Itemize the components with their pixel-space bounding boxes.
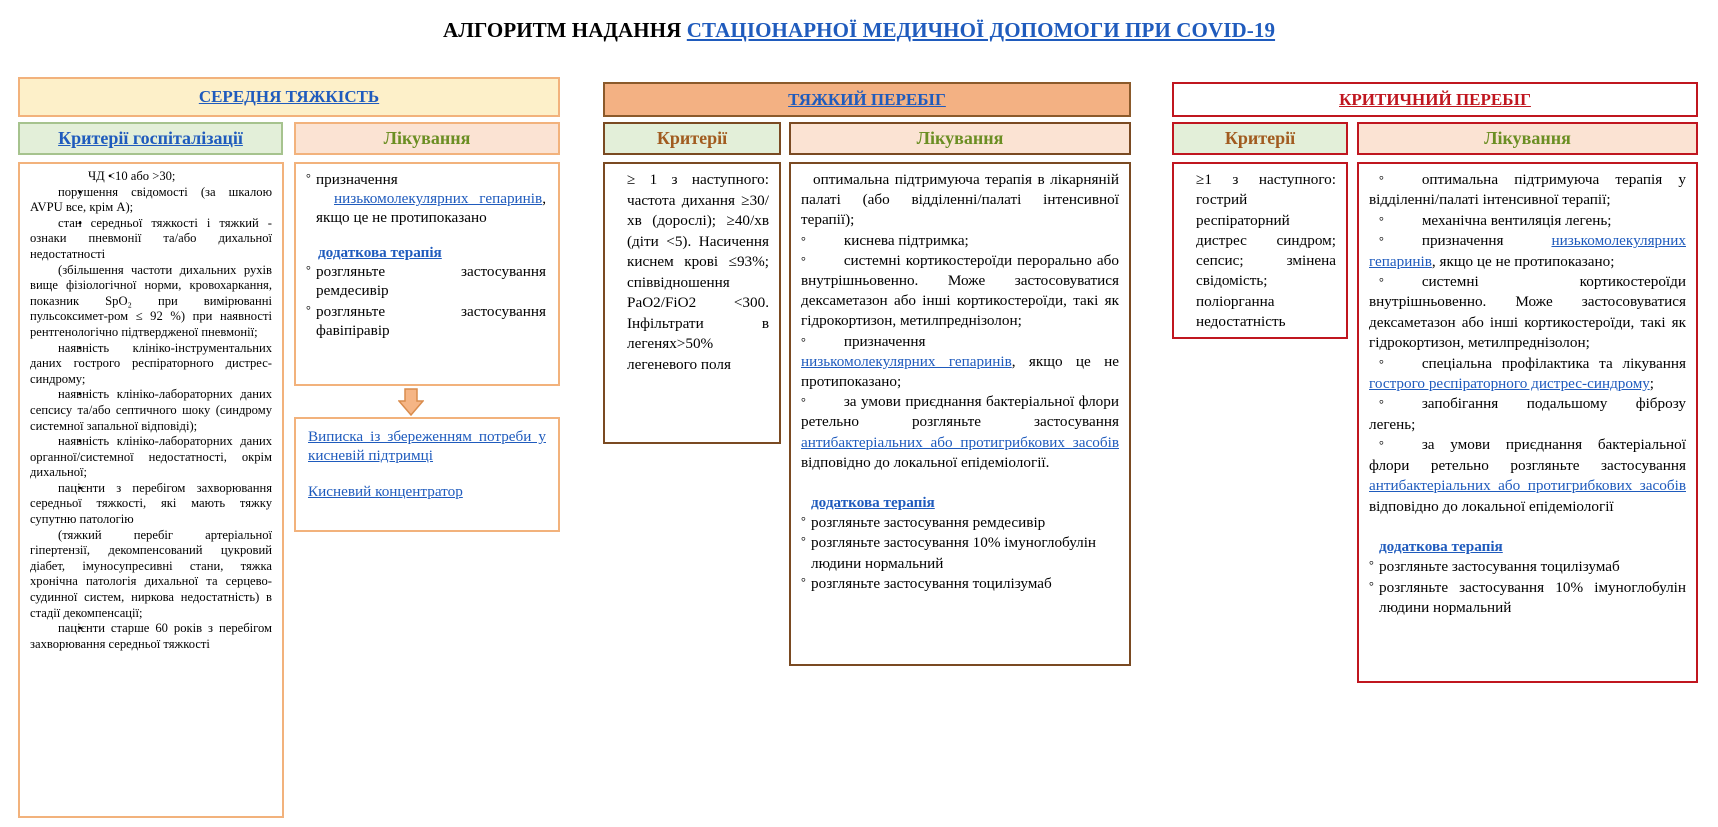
list-item: • наявність клініко-інструментальних даних гострого респіраторного дистрес-синдрому; bbox=[30, 341, 272, 388]
moderate-header-box bbox=[18, 77, 560, 117]
critical-criteria-text: ≥1 з наступного: гострий респіраторний дистрес синдром; сепсис; змінена свідомість; поліорганна недостатність bbox=[1196, 171, 1336, 331]
list-item: • ЧД <10 або >30; bbox=[30, 169, 272, 185]
moderate-treatment-item-2 bbox=[306, 262, 546, 300]
degree-bullet-icon: ° bbox=[1379, 213, 1384, 228]
list-item: • стан середньої тяжкості і тяжкий - ознаки пневмонії та/або дихальної недостатності bbox=[30, 216, 272, 263]
heparin-link[interactable]: низькомолекулярних гепаринів bbox=[1369, 232, 1686, 270]
text: розгляньте застосування ремдесивір bbox=[316, 263, 546, 299]
degree-bullet-icon: ° bbox=[801, 514, 806, 529]
critical-treatment-box bbox=[1357, 162, 1698, 683]
list-item: (збільшення частоти дихальних рухів вище фізіологічної норми, кровохаркання, показник SpO₂ при вимірюванні пульсоксимет-ром ≤ 92 %) при наявності рентгенологічно підтвердженої пневмонії; bbox=[30, 262, 272, 339]
heparin-link[interactable]: низькомолекулярних гепаринів bbox=[801, 352, 1012, 370]
text: , якщо це не протипоказано bbox=[316, 190, 546, 226]
arrow-down-icon bbox=[398, 388, 424, 416]
severe-add-3: ° розгляньте застосування тоцилізумаб bbox=[801, 574, 1119, 594]
severe-oxygen: ° киснева підтримка; bbox=[801, 231, 969, 249]
critical-heparin: ° призначення низькомолекулярних гепаринів, якщо це не протипоказано; bbox=[1369, 232, 1686, 270]
degree-bullet-icon: ° bbox=[801, 574, 806, 589]
degree-bullet-icon: ° bbox=[1369, 558, 1374, 573]
moderate-treatment-box bbox=[294, 162, 560, 386]
text: розгляньте застосування фавіпіравір bbox=[316, 303, 546, 339]
critical-header-box bbox=[1172, 82, 1698, 117]
ards-link[interactable]: гострого респіраторного дистрес-синдрому bbox=[1369, 375, 1650, 393]
moderate-treatment-item-3 bbox=[306, 302, 546, 340]
list-item: • пацієнти старше 60 років з перебігом захворювання середньої тяжкості bbox=[30, 621, 272, 652]
severe-header-link[interactable]: ТЯЖКИЙ ПЕРЕБІГ bbox=[788, 89, 946, 109]
severe-add-2: ° розгляньте застосування 10% імуноглобулін людини нормальний bbox=[801, 533, 1119, 573]
list-item: • пацієнти з перебігом захворювання середньої тяжкості, які мають тяжку супутню патологію bbox=[30, 481, 272, 528]
critical-intro: ° оптимальна підтримуюча терапія у відділенні/палаті інтенсивної терапії; bbox=[1369, 171, 1686, 209]
severe-criteria-label: Критерії bbox=[656, 128, 728, 148]
critical-criteria-label: Критерії bbox=[1224, 128, 1296, 148]
critical-additional-therapy bbox=[1369, 537, 1686, 557]
degree-bullet-icon: ° bbox=[1379, 275, 1384, 290]
degree-bullet-icon: ° bbox=[801, 253, 806, 268]
severe-steroids: ° системні кортикостероїди перорально або внутрішньовенно. Може застосовуватися дексаметазон або інші кортикостероїди, такі як гідрокортизон, метилпреднізолон; bbox=[801, 251, 1119, 330]
moderate-additional-therapy bbox=[306, 243, 546, 262]
page-title bbox=[0, 18, 1718, 43]
title-link[interactable]: СТАЦІОНАРНОЇ МЕДИЧНОЇ ДОПОМОГИ ПРИ COVID-19 bbox=[686, 18, 1276, 42]
severe-criteria-text: ≥ 1 з наступного: частота дихання ≥30/хв (дорослі); ≥40/хв (діти <5). Насичення киснем крові ≤93%; співвідношення PaO2/FiO2 <300. Інфільтрати в легенях>50% легеневого поля bbox=[627, 171, 769, 373]
critical-add-2: ° розгляньте застосування 10% імуноглобулін людини нормальний bbox=[1369, 578, 1686, 619]
additional-therapy-link[interactable]: додаткова терапія bbox=[1379, 537, 1503, 555]
severe-criteria-header bbox=[603, 122, 781, 155]
degree-bullet-icon: ° bbox=[1379, 173, 1384, 187]
critical-criteria-header bbox=[1172, 122, 1348, 155]
degree-bullet-icon: ° bbox=[306, 303, 311, 317]
severe-header-box bbox=[603, 82, 1131, 117]
moderate-criteria-box bbox=[18, 162, 284, 818]
critical-treatment-header bbox=[1357, 122, 1698, 155]
degree-bullet-icon: ° bbox=[1379, 356, 1384, 371]
moderate-header-link[interactable]: СЕРЕДНЯ ТЯЖКІСТЬ bbox=[198, 87, 380, 106]
list-item: • наявність клініко-лабораторних даних органної/системної недостатності, окрім дихальної; bbox=[30, 434, 272, 481]
degree-bullet-icon: ° bbox=[801, 395, 806, 410]
critical-antibiotics: ° за умови приєднання бактеріальної флори ретельно розгляньте застосування антибактеріальних або протигрибкових засобів відповідно до локальної епідеміології bbox=[1369, 436, 1686, 515]
degree-bullet-icon: ° bbox=[1369, 578, 1374, 593]
severe-additional-therapy bbox=[801, 493, 1119, 513]
critical-criteria-box bbox=[1172, 162, 1348, 339]
list-item: • наявність клініко-лабораторних даних сепсису та/або септичного шоку (синдрому системної запальної відповіді); bbox=[30, 387, 272, 434]
severe-criteria-box bbox=[603, 162, 781, 444]
additional-therapy-link[interactable]: додаткова терапія bbox=[318, 244, 442, 261]
moderate-criteria-header-link[interactable]: Критерії госпіталізації bbox=[58, 128, 243, 148]
moderate-criteria-header bbox=[18, 122, 283, 155]
critical-add-1: ° розгляньте застосування тоцилізумаб bbox=[1369, 557, 1686, 577]
severe-treatment-label: Лікування bbox=[916, 128, 1004, 148]
moderate-criteria-list bbox=[30, 169, 272, 652]
degree-bullet-icon: ° bbox=[306, 171, 311, 185]
degree-bullet-icon: ° bbox=[1379, 397, 1384, 412]
antibacterial-link[interactable]: антибактеріальних або протигрибкових засобів bbox=[1369, 477, 1686, 495]
list-item: • порушення свідомості (за шкалою AVPU все, крім А); bbox=[30, 185, 272, 216]
degree-bullet-icon: ° bbox=[1379, 234, 1384, 249]
antibacterial-link[interactable]: антибактеріальних або протигрибкових засобів bbox=[801, 433, 1119, 451]
degree-bullet-icon: ° bbox=[1379, 438, 1384, 453]
severe-add-1: ° розгляньте застосування ремдесивір bbox=[801, 513, 1119, 533]
severe-antibiotics: ° за умови приєднання бактеріальної флори ретельно розгляньте застосування антибактеріальних або протигрибкових засобів відповідно до локальної епідеміології. bbox=[801, 393, 1119, 471]
heparin-link[interactable]: низькомолекулярних гепаринів bbox=[334, 190, 543, 207]
degree-bullet-icon: ° bbox=[801, 233, 806, 248]
text: призначення bbox=[316, 171, 398, 188]
moderate-treatment-item-1 bbox=[306, 170, 546, 227]
critical-treatment-label: Лікування bbox=[1484, 128, 1571, 148]
severe-intro: оптимальна підтримуюча терапія в лікарняній палаті (або відділенні/палаті інтенсивної терапії); bbox=[801, 171, 1119, 229]
additional-therapy-link[interactable]: додаткова терапія bbox=[811, 494, 935, 512]
discharge-box bbox=[294, 417, 560, 532]
critical-steroids: ° системні кортикостероїди внутрішньовенно. Може застосовуватися дексаметазон або інші кортикостероїди, такі як гідрокортизон, метилпреднізолон; bbox=[1369, 273, 1686, 352]
severe-heparin: ° призначення низькомолекулярних гепаринів, якщо це не протипоказано; bbox=[801, 332, 1119, 391]
critical-ards: ° спеціальна профілактика та лікування гострого респіраторного дистрес-синдрому; bbox=[1369, 354, 1686, 393]
moderate-treatment-header bbox=[294, 122, 560, 155]
critical-fibrosis: ° запобігання подальшому фіброзу легень; bbox=[1369, 395, 1686, 433]
critical-vent: ° механічна вентиляція легень; bbox=[1369, 211, 1686, 231]
list-item: (тяжкий перебіг артеріальної гіпертензії, декомпенсований цукровий діабет, імуносупресивні стани, тяжка хронічна патологія дихальної та серцево-судинної систем, ниркова недостатність) в стадії декомпенсації; bbox=[30, 527, 272, 620]
degree-bullet-icon: ° bbox=[801, 334, 806, 349]
title-prefix: АЛГОРИТМ НАДАННЯ bbox=[442, 18, 687, 42]
severe-treatment-header bbox=[789, 122, 1131, 155]
critical-header-link[interactable]: КРИТИЧНИЙ ПЕРЕБІГ bbox=[1339, 89, 1531, 109]
severe-treatment-box bbox=[789, 162, 1131, 666]
moderate-treatment-header-label: Лікування bbox=[383, 128, 471, 148]
degree-bullet-icon: ° bbox=[801, 534, 806, 549]
oxygen-concentrator-link[interactable]: Кисневий концентратор bbox=[308, 483, 463, 500]
degree-bullet-icon: ° bbox=[306, 263, 311, 277]
discharge-oxygen-link[interactable]: Виписка із збереженням потреби у кисневій підтримці bbox=[308, 428, 546, 464]
